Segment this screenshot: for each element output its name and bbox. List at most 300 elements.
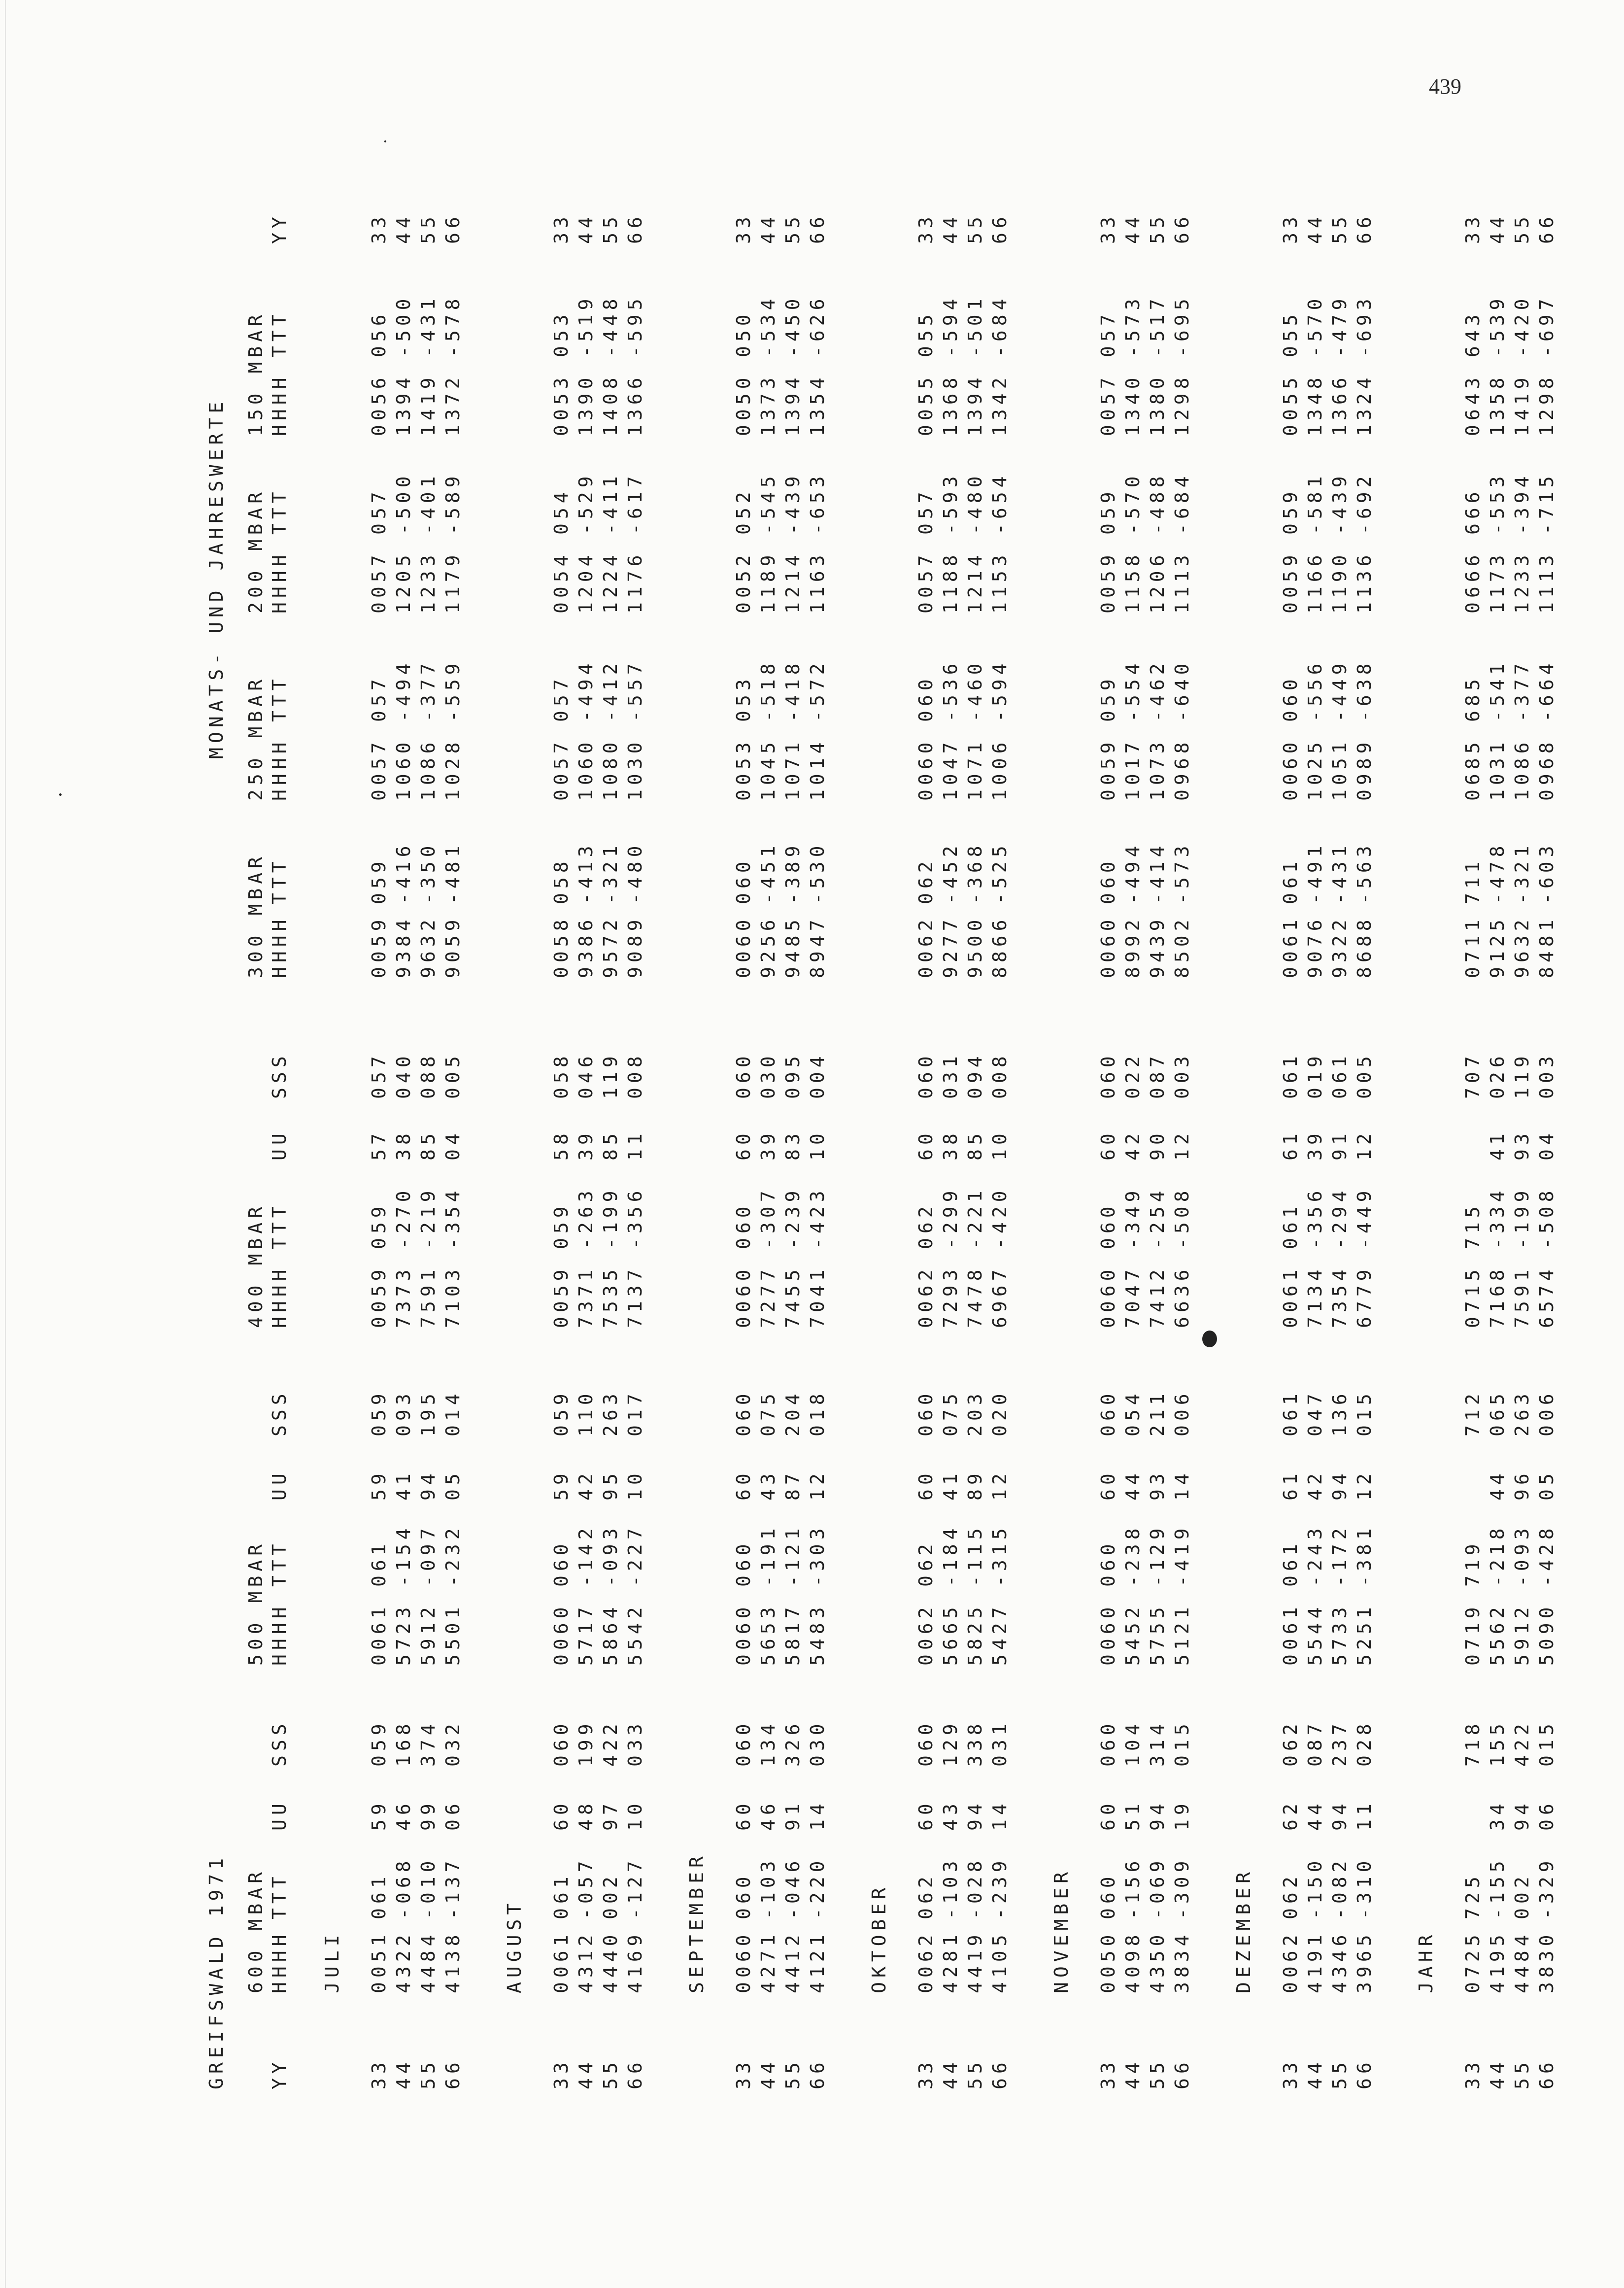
column-header-ttt: TTT xyxy=(269,857,290,904)
table-cell: 1188 xyxy=(940,550,961,614)
table-cell: 59 xyxy=(368,1469,390,1501)
table-cell: 0057 xyxy=(915,550,937,614)
table-cell: 060 xyxy=(733,857,754,904)
table-cell: 4169 xyxy=(624,1930,646,1993)
table-cell: 061 xyxy=(368,1872,390,1919)
table-cell: 060 xyxy=(550,1539,572,1587)
table-cell: 55 xyxy=(1147,2058,1168,2089)
table-cell: 7535 xyxy=(600,1265,621,1328)
table-cell: 9256 xyxy=(757,915,779,978)
scan-edge-mark xyxy=(5,0,6,2288)
table-cell: 057 xyxy=(550,675,572,722)
table-cell: 9386 xyxy=(575,915,597,978)
table-cell: 0053 xyxy=(550,373,572,436)
table-cell: 062 xyxy=(1280,1719,1301,1767)
table-cell: 060 xyxy=(733,1872,754,1919)
column-header-ttt: TTT xyxy=(269,1539,290,1587)
table-cell: 1071 xyxy=(782,738,804,801)
table-cell: 60 xyxy=(733,1799,754,1831)
table-cell: 1380 xyxy=(1147,373,1168,436)
table-row xyxy=(1173,177,1192,2089)
table-cell: 91 xyxy=(782,1799,804,1831)
table-cell: 4484 xyxy=(1511,1930,1533,1993)
column-header-hhhh: HHHH xyxy=(269,1265,290,1328)
table-cell: 0989 xyxy=(1353,738,1375,801)
table-cell: 1166 xyxy=(1304,550,1326,614)
table-cell: 060 xyxy=(1097,1202,1119,1249)
table-cell: 9059 xyxy=(442,915,464,978)
table-cell: 1214 xyxy=(782,550,804,614)
table-cell: -519 xyxy=(575,294,597,357)
table-cell: 422 xyxy=(600,1719,621,1767)
table-cell: -494 xyxy=(393,659,414,722)
month-label: NOVEMBER xyxy=(1050,1867,1072,1993)
table-cell: 237 xyxy=(1329,1719,1351,1767)
table-cell: 44 xyxy=(1122,1469,1144,1501)
table-cell: 3830 xyxy=(1536,1930,1557,1993)
table-cell: 719 xyxy=(1462,1539,1484,1587)
table-cell: 0062 xyxy=(915,915,937,978)
table-cell: 44 xyxy=(757,2058,779,2089)
table-cell: 374 xyxy=(417,1719,439,1767)
table-cell: 60 xyxy=(733,1469,754,1501)
table-cell: 338 xyxy=(964,1719,986,1767)
table-cell: 1390 xyxy=(575,373,597,436)
table-cell: -411 xyxy=(600,472,621,535)
table-cell: 1113 xyxy=(1171,550,1193,614)
table-cell: 5717 xyxy=(575,1603,597,1666)
table-cell: -270 xyxy=(393,1186,414,1249)
table-cell: -028 xyxy=(964,1856,986,1919)
table-cell: 9439 xyxy=(1147,915,1168,978)
table-cell: 94 xyxy=(1511,1799,1533,1831)
table-cell: -082 xyxy=(1329,1856,1351,1919)
table-cell: -451 xyxy=(757,841,779,904)
table-cell: -377 xyxy=(1511,659,1533,722)
table-cell: 004 xyxy=(807,1052,828,1099)
table-cell: -478 xyxy=(1487,841,1508,904)
table-cell: 10 xyxy=(989,1129,1011,1161)
level-label: 200 MBAR xyxy=(245,487,267,614)
table-cell: -349 xyxy=(1122,1186,1144,1249)
table-cell: 44 xyxy=(1487,212,1508,244)
month-label: SEPTEMBER xyxy=(686,1852,708,1993)
table-cell: 046 xyxy=(575,1052,597,1099)
table-cell: 060 xyxy=(1097,1719,1119,1767)
table-cell: 5090 xyxy=(1536,1603,1557,1666)
table-cell: 42 xyxy=(575,1469,597,1501)
table-cell: 46 xyxy=(757,1799,779,1831)
table-cell: 061 xyxy=(1280,857,1301,904)
table-cell: 3965 xyxy=(1353,1930,1375,1993)
table-cell: 002 xyxy=(1511,1872,1533,1919)
table-cell: 0060 xyxy=(733,1930,754,1993)
table-cell: -420 xyxy=(989,1186,1011,1249)
table-cell: 8481 xyxy=(1536,915,1557,978)
table-cell: 55 xyxy=(417,212,439,244)
table-cell: 062 xyxy=(915,857,937,904)
column-header-uu: UU xyxy=(269,1799,290,1831)
table-cell: -254 xyxy=(1147,1186,1168,1249)
table-cell: 55 xyxy=(600,2058,621,2089)
table-cell: 83 xyxy=(782,1129,804,1161)
table-cell: 060 xyxy=(1097,1872,1119,1919)
table-cell: 66 xyxy=(1353,212,1375,244)
table-cell: 66 xyxy=(624,212,646,244)
table-cell: 93 xyxy=(1147,1469,1168,1501)
table-row xyxy=(576,177,596,2089)
table-cell: 050 xyxy=(733,310,754,357)
table-cell: 022 xyxy=(1122,1052,1144,1099)
table-cell: 1086 xyxy=(417,738,439,801)
table-cell: 43 xyxy=(757,1469,779,1501)
table-cell: 12 xyxy=(1171,1129,1193,1161)
table-cell: 66 xyxy=(989,2058,1011,2089)
table-cell: 0061 xyxy=(550,1930,572,1993)
table-row xyxy=(990,177,1010,2089)
table-cell: 9125 xyxy=(1487,915,1508,978)
table-cell: 66 xyxy=(807,212,828,244)
table-cell: 4440 xyxy=(600,1930,621,1993)
column-header-ttt: TTT xyxy=(269,487,290,535)
table-cell: -219 xyxy=(417,1186,439,1249)
table-cell: 065 xyxy=(1487,1389,1508,1436)
table-title: MONATS- UND JAHRESWERTE xyxy=(205,397,227,759)
table-cell: 062 xyxy=(915,1872,937,1919)
table-cell: 028 xyxy=(1353,1719,1375,1767)
table-cell: -321 xyxy=(600,841,621,904)
table-cell: 51 xyxy=(1122,1799,1144,1831)
table-cell: 33 xyxy=(1280,212,1301,244)
table-cell: 5817 xyxy=(782,1603,804,1666)
table-cell: 95 xyxy=(600,1469,621,1501)
table-cell: 047 xyxy=(1304,1389,1326,1436)
table-cell: 5251 xyxy=(1353,1603,1375,1666)
table-cell: 4412 xyxy=(782,1930,804,1993)
table-cell: 0061 xyxy=(1280,1265,1301,1328)
table-cell: -638 xyxy=(1353,659,1375,722)
table-cell: -439 xyxy=(1329,472,1351,535)
table-cell: 061 xyxy=(1280,1052,1301,1099)
table-cell: 015 xyxy=(1536,1719,1557,1767)
table-cell: 66 xyxy=(1171,2058,1193,2089)
table-cell: 110 xyxy=(575,1389,597,1436)
column-header-sss: SSS xyxy=(269,1389,290,1436)
table-cell: 057 xyxy=(1097,310,1119,357)
table-cell: -534 xyxy=(757,294,779,357)
table-cell: 33 xyxy=(1280,2058,1301,2089)
table-cell: 7412 xyxy=(1147,1265,1168,1328)
table-row xyxy=(941,177,961,2089)
table-cell: 0052 xyxy=(733,550,754,614)
table-cell: 7455 xyxy=(782,1265,804,1328)
table-cell: 1025 xyxy=(1304,738,1326,801)
table-cell: -653 xyxy=(807,472,828,535)
table-row xyxy=(1099,177,1118,2089)
table-cell: 057 xyxy=(368,675,390,722)
table-cell: 33 xyxy=(368,212,390,244)
table-cell: 1298 xyxy=(1171,373,1193,436)
table-cell: 014 xyxy=(442,1389,464,1436)
table-cell: 6967 xyxy=(989,1265,1011,1328)
month-label: JAHR xyxy=(1415,1930,1437,1993)
month-label: JULI xyxy=(321,1930,343,1993)
table-cell: -539 xyxy=(1487,294,1508,357)
table-cell: -263 xyxy=(575,1186,597,1249)
table-cell: -413 xyxy=(575,841,597,904)
table-cell: 5825 xyxy=(964,1603,986,1666)
table-cell: 059 xyxy=(368,1389,390,1436)
table-cell: 66 xyxy=(1353,2058,1375,2089)
table-cell: 5755 xyxy=(1147,1603,1168,1666)
table-cell: 0060 xyxy=(733,1603,754,1666)
table-cell: 12 xyxy=(1353,1129,1375,1161)
table-cell: 059 xyxy=(1097,487,1119,535)
table-cell: 14 xyxy=(807,1799,828,1831)
table-cell: 87 xyxy=(782,1469,804,1501)
table-cell: 66 xyxy=(989,212,1011,244)
table-cell: 10 xyxy=(624,1799,646,1831)
table-cell: -488 xyxy=(1147,472,1168,535)
table-row xyxy=(783,177,803,2089)
table-cell: -172 xyxy=(1329,1524,1351,1587)
table-cell: 005 xyxy=(1353,1052,1375,1099)
table-cell: 0061 xyxy=(1280,1603,1301,1666)
column-header-hhhh: HHHH xyxy=(269,915,290,978)
table-cell: 057 xyxy=(368,487,390,535)
table-cell: 026 xyxy=(1487,1052,1508,1099)
table-cell: 195 xyxy=(417,1389,439,1436)
table-cell: -697 xyxy=(1536,294,1557,357)
table-cell: 0060 xyxy=(915,738,937,801)
table-cell: 1394 xyxy=(393,373,414,436)
table-cell: 1176 xyxy=(624,550,646,614)
table-cell: 8947 xyxy=(807,915,828,978)
table-cell: -093 xyxy=(600,1524,621,1587)
table-cell: 7047 xyxy=(1122,1265,1144,1328)
table-cell: 33 xyxy=(915,2058,937,2089)
column-header-hhhh: HHHH xyxy=(269,738,290,801)
table-cell: 33 xyxy=(1097,212,1119,244)
table-cell: 0059 xyxy=(1097,550,1119,614)
table-cell: 39 xyxy=(575,1129,597,1161)
table-row xyxy=(394,177,414,2089)
table-cell: -368 xyxy=(964,841,986,904)
table-cell: 093 xyxy=(393,1389,414,1436)
table-cell: -480 xyxy=(624,841,646,904)
table-cell: 61 xyxy=(1280,1129,1301,1161)
table-cell: 1233 xyxy=(417,550,439,614)
table-cell: 718 xyxy=(1462,1719,1484,1767)
table-cell: 5544 xyxy=(1304,1603,1326,1666)
table-row xyxy=(808,177,828,2089)
table-cell: -595 xyxy=(624,294,646,357)
table-cell: 054 xyxy=(1122,1389,1144,1436)
table-cell: 030 xyxy=(807,1719,828,1767)
table-cell: 0060 xyxy=(733,915,754,978)
table-cell: 0051 xyxy=(368,1930,390,1993)
table-cell: 1179 xyxy=(442,550,464,614)
table-cell: 55 xyxy=(417,2058,439,2089)
table-cell: 6574 xyxy=(1536,1265,1557,1328)
column-header-hhhh: HHHH xyxy=(269,550,290,614)
table-cell: -573 xyxy=(1122,294,1144,357)
table-cell: -557 xyxy=(624,659,646,722)
scan-speck xyxy=(384,140,386,142)
table-cell: 1366 xyxy=(624,373,646,436)
table-cell: 119 xyxy=(600,1052,621,1099)
table-cell: 0057 xyxy=(368,738,390,801)
table-cell: 015 xyxy=(1353,1389,1375,1436)
table-cell: 0643 xyxy=(1462,373,1484,436)
table-cell: -594 xyxy=(940,294,961,357)
table-cell: 1060 xyxy=(575,738,597,801)
table-cell: 57 xyxy=(368,1129,390,1161)
table-cell: 060 xyxy=(733,1202,754,1249)
table-cell: 0061 xyxy=(1280,915,1301,978)
table-cell: 9500 xyxy=(964,915,986,978)
table-cell: 040 xyxy=(393,1052,414,1099)
month-label: OKTOBER xyxy=(868,1883,890,1993)
table-cell: 003 xyxy=(1171,1052,1193,1099)
table-cell: 1051 xyxy=(1329,738,1351,801)
table-cell: -046 xyxy=(782,1856,804,1919)
table-cell: 199 xyxy=(575,1719,597,1767)
table-cell: 061 xyxy=(1280,1389,1301,1436)
table-cell: 33 xyxy=(368,2058,390,2089)
table-cell: -227 xyxy=(624,1524,646,1587)
table-cell: -545 xyxy=(757,472,779,535)
table-cell: -377 xyxy=(417,659,439,722)
table-cell: 032 xyxy=(442,1719,464,1767)
table-cell: 0060 xyxy=(550,1603,572,1666)
table-cell: 0059 xyxy=(368,915,390,978)
table-cell: 0057 xyxy=(550,738,572,801)
table-cell: -508 xyxy=(1536,1186,1557,1249)
table-cell: 685 xyxy=(1462,675,1484,722)
table-cell: -462 xyxy=(1147,659,1168,722)
table-cell: -221 xyxy=(964,1186,986,1249)
table-cell: 1189 xyxy=(757,550,779,614)
table-cell: -419 xyxy=(1171,1524,1193,1587)
table-cell: -563 xyxy=(1353,841,1375,904)
column-header-uu: UU xyxy=(269,1469,290,1501)
table-cell: 1006 xyxy=(989,738,1011,801)
table-cell: 104 xyxy=(1122,1719,1144,1767)
table-cell: 44 xyxy=(1122,212,1144,244)
table-cell: 66 xyxy=(442,2058,464,2089)
table-cell: 85 xyxy=(600,1129,621,1161)
column-header-ttt: TTT xyxy=(269,675,290,722)
table-cell: 5912 xyxy=(417,1603,439,1666)
table-cell: 0055 xyxy=(915,373,937,436)
table-cell: 34 xyxy=(1487,1799,1508,1831)
table-cell: 059 xyxy=(1280,487,1301,535)
table-cell: -303 xyxy=(807,1524,828,1587)
table-cell: 60 xyxy=(1097,1469,1119,1501)
table-cell: 60 xyxy=(915,1129,937,1161)
table-cell: 6636 xyxy=(1171,1265,1193,1328)
table-cell: 5912 xyxy=(1511,1603,1533,1666)
table-cell: -150 xyxy=(1304,1856,1326,1919)
table-cell: 05 xyxy=(442,1469,464,1501)
table-cell: -684 xyxy=(989,294,1011,357)
table-row xyxy=(759,177,778,2089)
table-cell: -243 xyxy=(1304,1524,1326,1587)
table-cell: 0050 xyxy=(1097,1930,1119,1993)
table-cell: 060 xyxy=(733,1389,754,1436)
table-cell: 39 xyxy=(757,1129,779,1161)
table-cell: -553 xyxy=(1487,472,1508,535)
table-cell: 10 xyxy=(624,1469,646,1501)
table-cell: 0050 xyxy=(733,373,754,436)
table-cell: 005 xyxy=(442,1052,464,1099)
table-cell: 087 xyxy=(1147,1052,1168,1099)
table-cell: 42 xyxy=(1304,1469,1326,1501)
table-cell: -536 xyxy=(940,659,961,722)
table-cell: 44 xyxy=(940,2058,961,2089)
table-cell: 61 xyxy=(1280,1469,1301,1501)
table-cell: 0062 xyxy=(915,1265,937,1328)
table-cell: -416 xyxy=(393,841,414,904)
table-cell: -578 xyxy=(442,294,464,357)
table-cell: 7103 xyxy=(442,1265,464,1328)
table-cell: 7478 xyxy=(964,1265,986,1328)
table-cell: 060 xyxy=(733,1719,754,1767)
table-cell: -356 xyxy=(1304,1186,1326,1249)
month-label: AUGUST xyxy=(504,1899,525,1993)
table-cell: -517 xyxy=(1147,294,1168,357)
table-cell: 33 xyxy=(1097,2058,1119,2089)
table-cell: 58 xyxy=(550,1129,572,1161)
table-cell: 33 xyxy=(1462,2058,1484,2089)
table-cell: 55 xyxy=(1511,212,1533,244)
table-cell: -581 xyxy=(1304,472,1326,535)
table-cell: 053 xyxy=(733,675,754,722)
scan-speck xyxy=(59,793,62,796)
table-cell: 4350 xyxy=(1147,1930,1168,1993)
table-cell: -010 xyxy=(417,1856,439,1919)
table-cell: 059 xyxy=(368,1719,390,1767)
level-label: 250 MBAR xyxy=(245,675,267,801)
table-cell: 85 xyxy=(417,1129,439,1161)
column-header-ttt: TTT xyxy=(269,310,290,357)
table-cell: 7277 xyxy=(757,1265,779,1328)
table-cell: 5653 xyxy=(757,1603,779,1666)
table-cell: 061 xyxy=(368,1539,390,1587)
table-cell: -664 xyxy=(1536,659,1557,722)
table-cell: 715 xyxy=(1462,1202,1484,1249)
table-cell: 9632 xyxy=(417,915,439,978)
table-cell: 061 xyxy=(1329,1052,1351,1099)
table-cell: 1348 xyxy=(1304,373,1326,436)
table-cell: 5864 xyxy=(600,1603,621,1666)
table-cell: 059 xyxy=(368,857,390,904)
table-cell: -494 xyxy=(1122,841,1144,904)
table-cell: 44 xyxy=(575,212,597,244)
table-cell: -589 xyxy=(442,472,464,535)
table-cell: -448 xyxy=(600,294,621,357)
table-cell: 030 xyxy=(757,1052,779,1099)
table-cell: 1354 xyxy=(807,373,828,436)
table-cell: 055 xyxy=(915,310,937,357)
table-cell: 059 xyxy=(550,1202,572,1249)
table-cell: 8866 xyxy=(989,915,1011,978)
table-cell: -137 xyxy=(442,1856,464,1919)
table-cell: 9089 xyxy=(624,915,646,978)
table-cell: 10 xyxy=(807,1129,828,1161)
table-cell: 155 xyxy=(1487,1719,1508,1767)
